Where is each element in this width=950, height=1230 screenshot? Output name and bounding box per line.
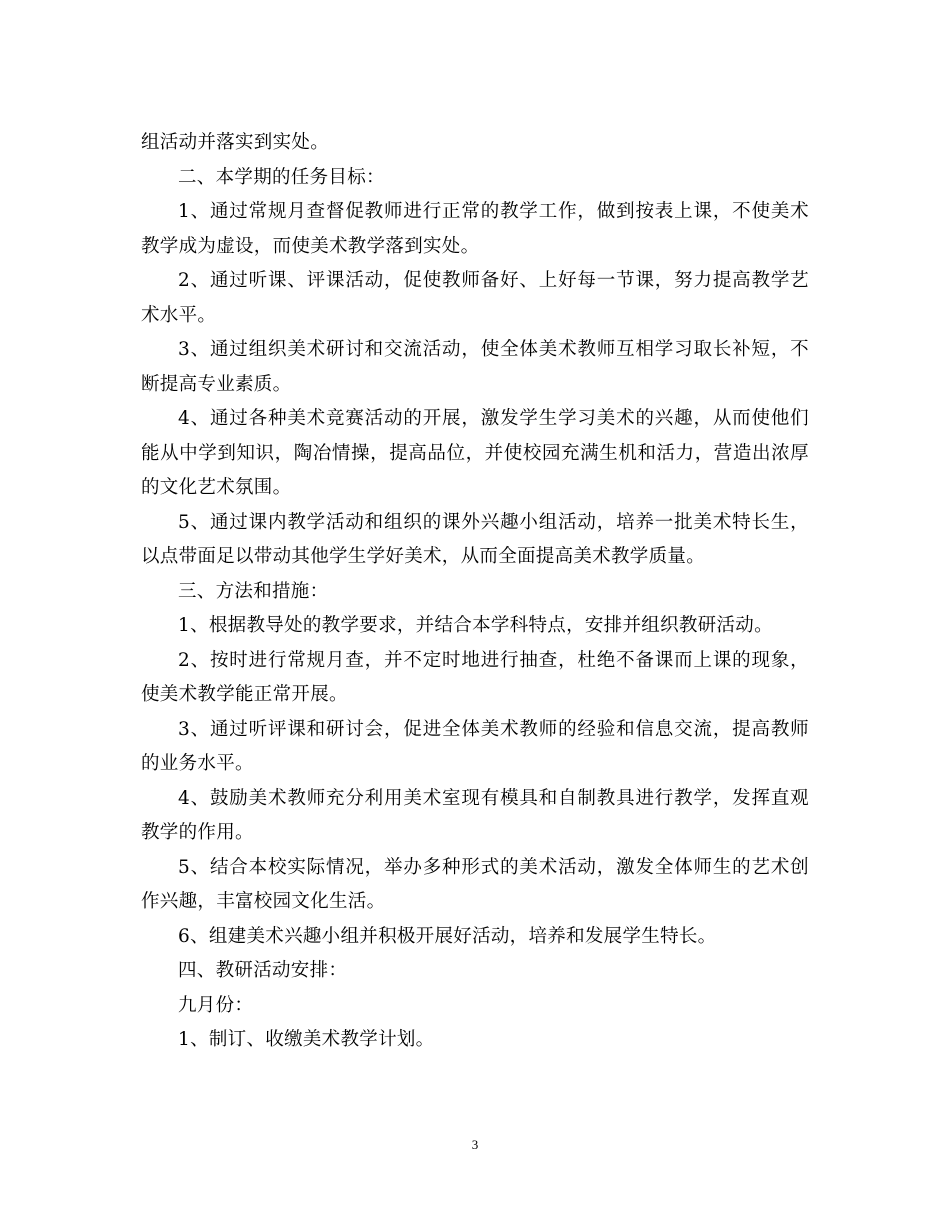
goal-item-3: 3、通过组织美术研讨和交流活动，使全体美术教师互相学习取长补短，不断提高专业素质。 <box>141 339 809 395</box>
goal-item-4: 4、通过各种美术竞赛活动的开展，激发学生学习美术的兴趣，从而使他们能从中学到知识，陶冶情操，提高品位，并使校园充满生机和活力，营造出浓厚的文化艺术氛围。 <box>141 408 809 498</box>
goal-item-1: 1、通过常规月查督促教师进行正常的教学工作，做到按表上课，不使美术教学成为虚设，而使美术教学落到实处。 <box>141 201 809 257</box>
paragraph-continuation: 组活动并落实到实处。 <box>141 132 330 153</box>
method-item-2: 2、按时进行常规月查，并不定时地进行抽查，杜绝不备课而上课的现象，使美术教学能正常开展。 <box>141 649 809 705</box>
method-item-3: 3、通过听评课和研讨会，促进全体美术教师的经验和信息交流，提高教师的业务水平。 <box>141 718 809 774</box>
goal-item-2: 2、通过听课、评课活动，促使教师备好、上好每一节课，努力提高教学艺术水平。 <box>141 270 809 326</box>
method-item-6: 6、组建美术兴趣小组并积极开展好活动，培养和发展学生特长。 <box>178 925 717 947</box>
schedule-item-1: 1、制订、收缴美术教学计划。 <box>178 1029 435 1050</box>
document-body <box>141 126 809 1058</box>
method-item-4: 4、鼓励美术教师充分利用美术室现有模具和自制教具进行教学，发挥直观教学的作用。 <box>141 787 809 843</box>
schedule-month-september: 九月份： <box>178 994 254 1016</box>
section-heading-goals: 二、本学期的任务目标： <box>178 166 385 188</box>
section-heading-methods: 三、方法和措施： <box>178 580 329 602</box>
page-number: 3 <box>471 1137 479 1152</box>
method-item-5: 5、结合本校实际情况，举办多种形式的美术活动，激发全体师生的艺术创作兴趣，丰富校园文化生活。 <box>141 856 809 912</box>
method-item-1: 1、根据教导处的教学要求，并结合本学科特点，安排并组织教研活动。 <box>178 615 773 636</box>
section-heading-schedule: 四、教研活动安排： <box>178 960 348 981</box>
goal-item-5: 5、通过课内教学活动和组织的课外兴趣小组活动，培养一批美术特长生，以点带面足以带动其他学生学好美术，从而全面提高美术教学质量。 <box>141 511 809 567</box>
